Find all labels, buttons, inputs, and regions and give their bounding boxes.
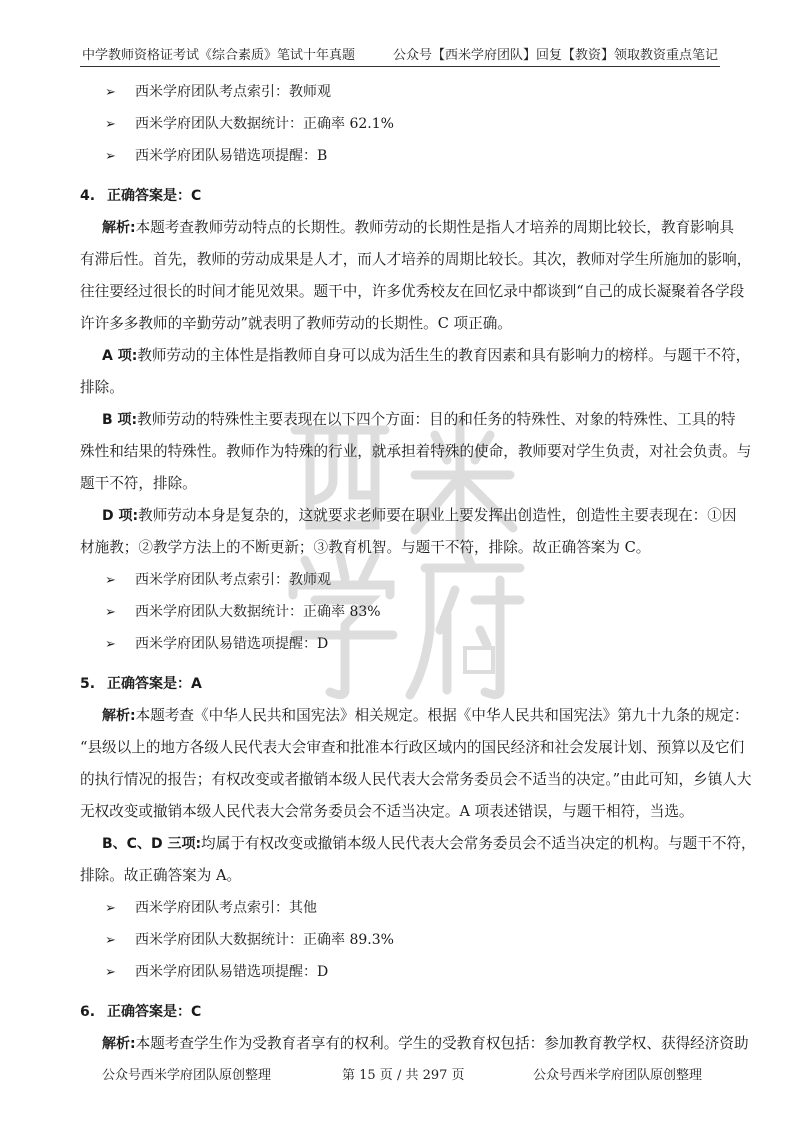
paragraph-line: 无权改变或撤销本级人民代表大会常务委员会不适当决定。A 项表述错误，与题干相符，当选。 — [80, 803, 694, 820]
paragraph-line: 解析:本题考查《中华人民共和国宪法》相关规定。根据《中华人民共和国宪法》第九十九条的规定： — [102, 707, 749, 724]
header-title: 中学教师资格证考试《综合素质》笔试十年真题 — [82, 48, 356, 63]
question-6-answer: 6. 正确答案是：C — [80, 1004, 202, 1020]
list-item: ➢ 西米学府团队大数据统计：正确率 83% — [80, 602, 381, 623]
arrow-bullet-icon: ➢ — [105, 605, 116, 620]
paragraph-line: 的执行情况的报告；有权改变或者撤销本级人民代表大会常务委员会不适当的决定。”由此可知，乡镇人大 — [80, 771, 752, 788]
list-item: ➢ 西米学府团队考点索引：教师观 — [80, 570, 331, 591]
paragraph-line: B、C、D 三项:均属于有权改变或撤销本级人民代表大会常务委员会不适当决定的机构。与题干不符， — [102, 835, 756, 852]
paragraph-line: 有滞后性。首先，教师的劳动成果是人才，而人才培养的周期比较长。其次，教师对学生所施加的影响， — [80, 251, 752, 268]
list-item: ➢ 西米学府团队易错选项提醒：B — [80, 146, 327, 167]
paragraph-line: 排除。故正确答案为 A。 — [80, 867, 242, 884]
arrow-bullet-icon: ➢ — [105, 901, 116, 916]
arrow-bullet-icon: ➢ — [105, 117, 116, 132]
list-item: ➢ 西米学府团队易错选项提醒：D — [80, 962, 328, 983]
arrow-bullet-icon: ➢ — [105, 149, 116, 164]
arrow-bullet-icon: ➢ — [105, 933, 116, 948]
page-footer — [80, 1064, 720, 1088]
arrow-bullet-icon: ➢ — [105, 573, 116, 588]
footer-right-note: 公众号西米学府团队原创整理 — [532, 1068, 702, 1083]
arrow-bullet-icon: ➢ — [105, 85, 116, 100]
paragraph-line: 许许多多教师的辛勤劳动”就表明了教师劳动的长期性。C 项正确。 — [80, 315, 512, 332]
list-item: ➢ 西米学府团队考点索引：其他 — [80, 898, 317, 919]
paragraph-line: D 项:教师劳动本身是复杂的，这就要求老师要在职业上要发挥出创造性，创造性主要表现在：①因 — [102, 507, 737, 524]
list-item: ➢ 西米学府团队易错选项提醒：D — [80, 634, 328, 655]
question-5-answer: 5. 正确答案是：A — [80, 676, 202, 692]
page-header — [80, 40, 720, 67]
page-number: 第 15 页 / 共 297 页 — [342, 1068, 465, 1083]
paragraph-line: “县级以上的地方各级人民代表大会审查和批准本行政区域内的国民经济和社会发展计划、预算以及它们 — [80, 739, 745, 756]
list-item: ➢ 西米学府团队大数据统计：正确率 89.3% — [80, 930, 394, 951]
list-item: ➢ 西米学府团队考点索引：教师观 — [80, 82, 331, 103]
paragraph-line: A 项:教师劳动的主体性是指教师自身可以成为活生生的教育因素和具有影响力的榜样。与题干不符， — [102, 347, 751, 364]
list-item: ➢ 西米学府团队大数据统计：正确率 62.1% — [80, 114, 394, 135]
paragraph-line: 材施教；②教学方法上的不断更新；③教育机智。与题干不符，排除。故正确答案为 C。 — [80, 539, 651, 556]
header-promo: 公众号【西米学府团队】回复【教资】领取教资重点笔记 — [392, 48, 718, 63]
question-4-answer: 4. 正确答案是：C — [80, 188, 202, 204]
paragraph-line: 解析:本题考查教师劳动特点的长期性。教师劳动的长期性是指人才培养的周期比较长，教育影响具 — [102, 219, 734, 236]
arrow-bullet-icon: ➢ — [105, 965, 116, 980]
paragraph-line: 往往要经过很长的时间才能见效果。题干中，许多优秀校友在回忆录中都谈到“自己的成长凝聚着各学段 — [80, 283, 745, 300]
paragraph-line: 题干不符，排除。 — [80, 475, 197, 492]
paragraph-line: 殊性和结果的特殊性。教师作为特殊的行业，就承担着特殊的使命，教师要对学生负责，对社会负责。与 — [80, 443, 752, 460]
paragraph-line: 解析:本题考查学生作为受教育者享有的权利。学生的受教育权包括：参加教育教学权、获得经济资助 — [102, 1035, 749, 1052]
footer-left-note: 公众号西米学府团队原创整理 — [102, 1068, 272, 1083]
paragraph-line: B 项:教师劳动的特殊性主要表现在以下四个方面：目的和任务的特殊性、对象的特殊性、工具的特 — [102, 411, 736, 428]
paragraph-line: 排除。 — [80, 379, 124, 396]
arrow-bullet-icon: ➢ — [105, 637, 116, 652]
